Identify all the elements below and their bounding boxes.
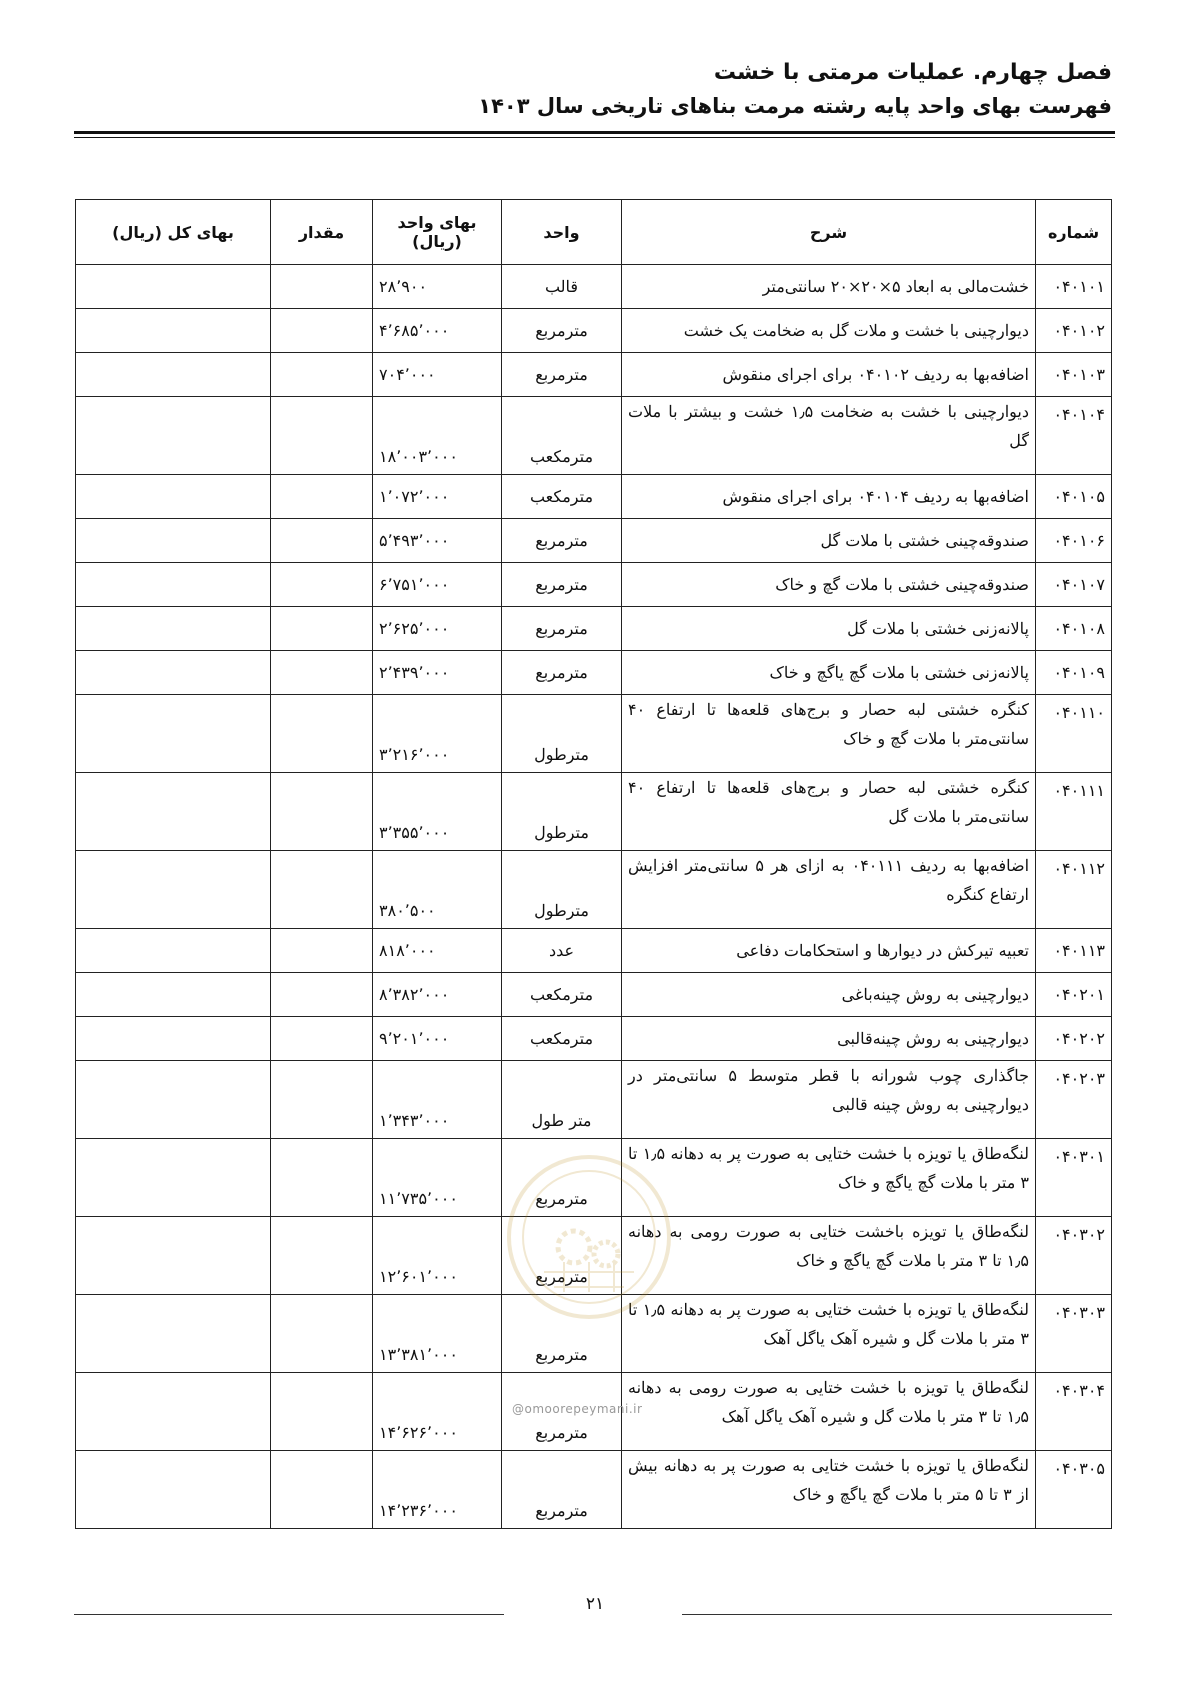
item-code: ۰۴۰۱۰۴	[1036, 397, 1112, 475]
table-row	[76, 519, 1112, 563]
chapter-title: فصل چهارم. عملیات مرمتی با خشت	[713, 60, 1112, 85]
item-code: ۰۴۰۱۰۲	[1036, 309, 1112, 353]
item-total	[76, 607, 271, 651]
item-quantity	[271, 607, 373, 651]
table-row	[76, 695, 1112, 773]
footer-rule-right	[682, 1614, 1112, 1615]
item-unit-price: ۱۱٬۷۳۵٬۰۰۰	[373, 1139, 502, 1217]
item-code: ۰۴۰۱۱۳	[1036, 929, 1112, 973]
page-header	[74, 58, 1112, 121]
item-unit: مترمربع	[502, 519, 622, 563]
item-total	[76, 563, 271, 607]
item-total	[76, 1017, 271, 1061]
table-row	[76, 353, 1112, 397]
item-unit-price: ۸۱۸٬۰۰۰	[373, 929, 502, 973]
item-unit-price: ۶٬۷۵۱٬۰۰۰	[373, 563, 502, 607]
table-row	[76, 397, 1112, 475]
watermark-text: @omoorepeymani.ir	[512, 1402, 643, 1416]
item-code: ۰۴۰۱۰۳	[1036, 353, 1112, 397]
item-unit-price: ۱٬۳۴۳٬۰۰۰	[373, 1061, 502, 1139]
table-row	[76, 651, 1112, 695]
item-quantity	[271, 1373, 373, 1451]
item-unit: مترمربع	[502, 563, 622, 607]
item-code: ۰۴۰۱۱۱	[1036, 773, 1112, 851]
item-description: لنگه‌طاق یا تویزه با خشت ختایی به صورت رومی به دهانه ۱٫۵ تا ۳ متر با ملات گل و شیره آهک یاگل آهک	[622, 1373, 1036, 1451]
item-unit: مترطول	[502, 851, 622, 929]
item-quantity	[271, 309, 373, 353]
header-unit-price: بهای واحد (ریال)	[373, 200, 502, 265]
item-total	[76, 309, 271, 353]
item-code: ۰۴۰۳۰۱	[1036, 1139, 1112, 1217]
table-header-row	[76, 200, 1112, 265]
item-total	[76, 1139, 271, 1217]
item-unit: مترمربع	[502, 607, 622, 651]
item-description: لنگه‌طاق یا تویزه باخشت ختایی به صورت رومی به دهانه ۱٫۵ تا ۳ متر با ملات گچ یاگچ و خاک	[622, 1217, 1036, 1295]
item-description: کنگره خشتی لبه حصار و برج‌های قلعه‌ها تا ارتفاع ۴۰ سانتی‌متر با ملات گچ و خاک	[622, 695, 1036, 773]
item-unit-price: ۱۴٬۶۲۶٬۰۰۰	[373, 1373, 502, 1451]
item-description: لنگه‌طاق یا تویزه با خشت ختایی به صورت پر به دهانه ۱٫۵ تا ۳ متر با ملات گچ یاگچ و خاک	[622, 1139, 1036, 1217]
item-unit: مترمربع	[502, 1295, 622, 1373]
item-code: ۰۴۰۲۰۳	[1036, 1061, 1112, 1139]
item-description: خشت‌مالی به ابعاد ۵×۲۰×۲۰ سانتی‌متر	[622, 265, 1036, 309]
item-unit-price: ۵٬۴۹۳٬۰۰۰	[373, 519, 502, 563]
header-rule-thick	[74, 131, 1115, 134]
item-description: صندوقه‌چینی خشتی با ملات گچ و خاک	[622, 563, 1036, 607]
item-quantity	[271, 1139, 373, 1217]
item-unit: متر طول	[502, 1061, 622, 1139]
item-quantity	[271, 973, 373, 1017]
item-unit-price: ۲٬۶۲۵٬۰۰۰	[373, 607, 502, 651]
item-code: ۰۴۰۱۰۶	[1036, 519, 1112, 563]
item-code: ۰۴۰۳۰۴	[1036, 1373, 1112, 1451]
item-total	[76, 1061, 271, 1139]
item-quantity	[271, 265, 373, 309]
item-unit: مترطول	[502, 773, 622, 851]
item-code: ۰۴۰۱۰۸	[1036, 607, 1112, 651]
item-total	[76, 519, 271, 563]
price-list-table	[75, 199, 1112, 1529]
item-quantity	[271, 773, 373, 851]
watermark-seal-icon	[504, 1152, 674, 1322]
table-row	[76, 563, 1112, 607]
item-unit-price: ۲۸٬۹۰۰	[373, 265, 502, 309]
item-description: تعبیه تیرکش در دیوارها و استحکامات دفاعی	[622, 929, 1036, 973]
item-code: ۰۴۰۱۰۹	[1036, 651, 1112, 695]
item-unit-price: ۸٬۳۸۲٬۰۰۰	[373, 973, 502, 1017]
item-quantity	[271, 851, 373, 929]
header-description: شرح	[622, 200, 1036, 265]
document-subtitle: فهرست بهای واحد پایه رشته مرمت بناهای تاریخی سال ۱۴۰۳	[478, 94, 1112, 118]
table-row	[76, 475, 1112, 519]
header-unit: واحد	[502, 200, 622, 265]
item-quantity	[271, 1451, 373, 1529]
table-row	[76, 973, 1112, 1017]
table-row	[76, 309, 1112, 353]
item-unit-price: ۴٬۶۸۵٬۰۰۰	[373, 309, 502, 353]
item-quantity	[271, 1217, 373, 1295]
item-code: ۰۴۰۳۰۲	[1036, 1217, 1112, 1295]
table-row	[76, 1061, 1112, 1139]
item-unit-price: ۷۰۴٬۰۰۰	[373, 353, 502, 397]
item-unit: مترمربع	[502, 353, 622, 397]
item-code: ۰۴۰۱۱۲	[1036, 851, 1112, 929]
item-description: دیوارچینی به روش چینه‌باغی	[622, 973, 1036, 1017]
item-unit: مترمکعب	[502, 397, 622, 475]
item-total	[76, 1451, 271, 1529]
header-rule-thin	[74, 137, 1115, 138]
item-total	[76, 397, 271, 475]
header-code: شماره	[1036, 200, 1112, 265]
item-code: ۰۴۰۲۰۱	[1036, 973, 1112, 1017]
item-total	[76, 475, 271, 519]
item-description: دیوارچینی با خشت به ضخامت ۱٫۵ خشت و بیشتر با ملات گل	[622, 397, 1036, 475]
item-description: لنگه‌طاق یا تویزه با خشت ختایی به صورت پر به دهانه ۱٫۵ تا ۳ متر با ملات گل و شیره آهک یاگل آهک	[622, 1295, 1036, 1373]
item-total	[76, 851, 271, 929]
item-unit-price: ۱۴٬۲۳۶٬۰۰۰	[373, 1451, 502, 1529]
item-unit-price: ۳٬۳۵۵٬۰۰۰	[373, 773, 502, 851]
item-unit: مترطول	[502, 695, 622, 773]
item-code: ۰۴۰۱۰۱	[1036, 265, 1112, 309]
item-quantity	[271, 1295, 373, 1373]
item-quantity	[271, 519, 373, 563]
table-row	[76, 1451, 1112, 1529]
item-description: اضافه‌بها به ردیف ۰۴۰۱۰۲ برای اجرای منقوش	[622, 353, 1036, 397]
item-code: ۰۴۰۱۰۵	[1036, 475, 1112, 519]
footer-rule-left	[74, 1614, 504, 1615]
item-unit-price: ۳٬۲۱۶٬۰۰۰	[373, 695, 502, 773]
item-description: دیوارچینی به روش چینه‌قالبی	[622, 1017, 1036, 1061]
item-description: اضافه‌بها به ردیف ۰۴۰۱۰۴ برای اجرای منقوش	[622, 475, 1036, 519]
item-quantity	[271, 563, 373, 607]
item-total	[76, 651, 271, 695]
table-row	[76, 607, 1112, 651]
item-unit: مترمکعب	[502, 475, 622, 519]
item-total	[76, 1373, 271, 1451]
item-total	[76, 695, 271, 773]
item-unit-price: ۱٬۰۷۲٬۰۰۰	[373, 475, 502, 519]
item-quantity	[271, 397, 373, 475]
item-unit: مترمربع	[502, 1451, 622, 1529]
item-description: جاگذاری چوب شورانه با قطر متوسط ۵ سانتی‌متر در دیوارچینی به روش چینه قالبی	[622, 1061, 1036, 1139]
item-total	[76, 265, 271, 309]
item-unit-price: ۱۸٬۰۰۳٬۰۰۰	[373, 397, 502, 475]
item-unit: مترمربع	[502, 651, 622, 695]
item-description: پالانه‌زنی خشتی با ملات گل	[622, 607, 1036, 651]
item-code: ۰۴۰۱۰۷	[1036, 563, 1112, 607]
item-code: ۰۴۰۱۱۰	[1036, 695, 1112, 773]
table-row	[76, 773, 1112, 851]
item-total	[76, 1295, 271, 1373]
item-unit-price: ۱۲٬۶۰۱٬۰۰۰	[373, 1217, 502, 1295]
item-code: ۰۴۰۲۰۲	[1036, 1017, 1112, 1061]
item-quantity	[271, 1061, 373, 1139]
item-total	[76, 773, 271, 851]
item-unit: مترمکعب	[502, 973, 622, 1017]
item-unit-price: ۹٬۲۰۱٬۰۰۰	[373, 1017, 502, 1061]
header-quantity: مقدار	[271, 200, 373, 265]
item-quantity	[271, 475, 373, 519]
item-code: ۰۴۰۳۰۵	[1036, 1451, 1112, 1529]
table-row	[76, 851, 1112, 929]
item-unit: مترمربع	[502, 1217, 622, 1295]
item-total	[76, 973, 271, 1017]
item-code: ۰۴۰۳۰۳	[1036, 1295, 1112, 1373]
item-unit-price: ۳۸۰٬۵۰۰	[373, 851, 502, 929]
item-unit: مترمربع	[502, 309, 622, 353]
item-quantity	[271, 929, 373, 973]
item-total	[76, 353, 271, 397]
item-unit: مترمربع	[502, 1373, 622, 1451]
item-total	[76, 1217, 271, 1295]
item-description: پالانه‌زنی خشتی با ملات گچ یاگچ و خاک	[622, 651, 1036, 695]
item-unit: مترمکعب	[502, 1017, 622, 1061]
item-unit: قالب	[502, 265, 622, 309]
header-total-price: بهای کل (ریال)	[76, 200, 271, 265]
item-description: کنگره خشتی لبه حصار و برج‌های قلعه‌ها تا ارتفاع ۴۰ سانتی‌متر با ملات گل	[622, 773, 1036, 851]
item-unit: مترمربع	[502, 1139, 622, 1217]
page-number: ۲۱	[585, 1594, 605, 1614]
item-description: اضافه‌بها به ردیف ۰۴۰۱۱۱ به ازای هر ۵ سانتی‌متر افزایش ارتفاع کنگره	[622, 851, 1036, 929]
item-quantity	[271, 695, 373, 773]
item-description: لنگه‌طاق یا تویزه با خشت ختایی به صورت پر به دهانه بیش از ۳ تا ۵ متر با ملات گچ یاگچ و خاک	[622, 1451, 1036, 1529]
table-row	[76, 265, 1112, 309]
table-row	[76, 929, 1112, 973]
item-quantity	[271, 353, 373, 397]
item-total	[76, 929, 271, 973]
item-quantity	[271, 651, 373, 695]
item-description: دیوارچینی با خشت و ملات گل به ضخامت یک خشت	[622, 309, 1036, 353]
item-unit-price: ۲٬۴۳۹٬۰۰۰	[373, 651, 502, 695]
item-unit-price: ۱۳٬۳۸۱٬۰۰۰	[373, 1295, 502, 1373]
table-row	[76, 1017, 1112, 1061]
item-description: صندوقه‌چینی خشتی با ملات گل	[622, 519, 1036, 563]
item-quantity	[271, 1017, 373, 1061]
item-unit: عدد	[502, 929, 622, 973]
